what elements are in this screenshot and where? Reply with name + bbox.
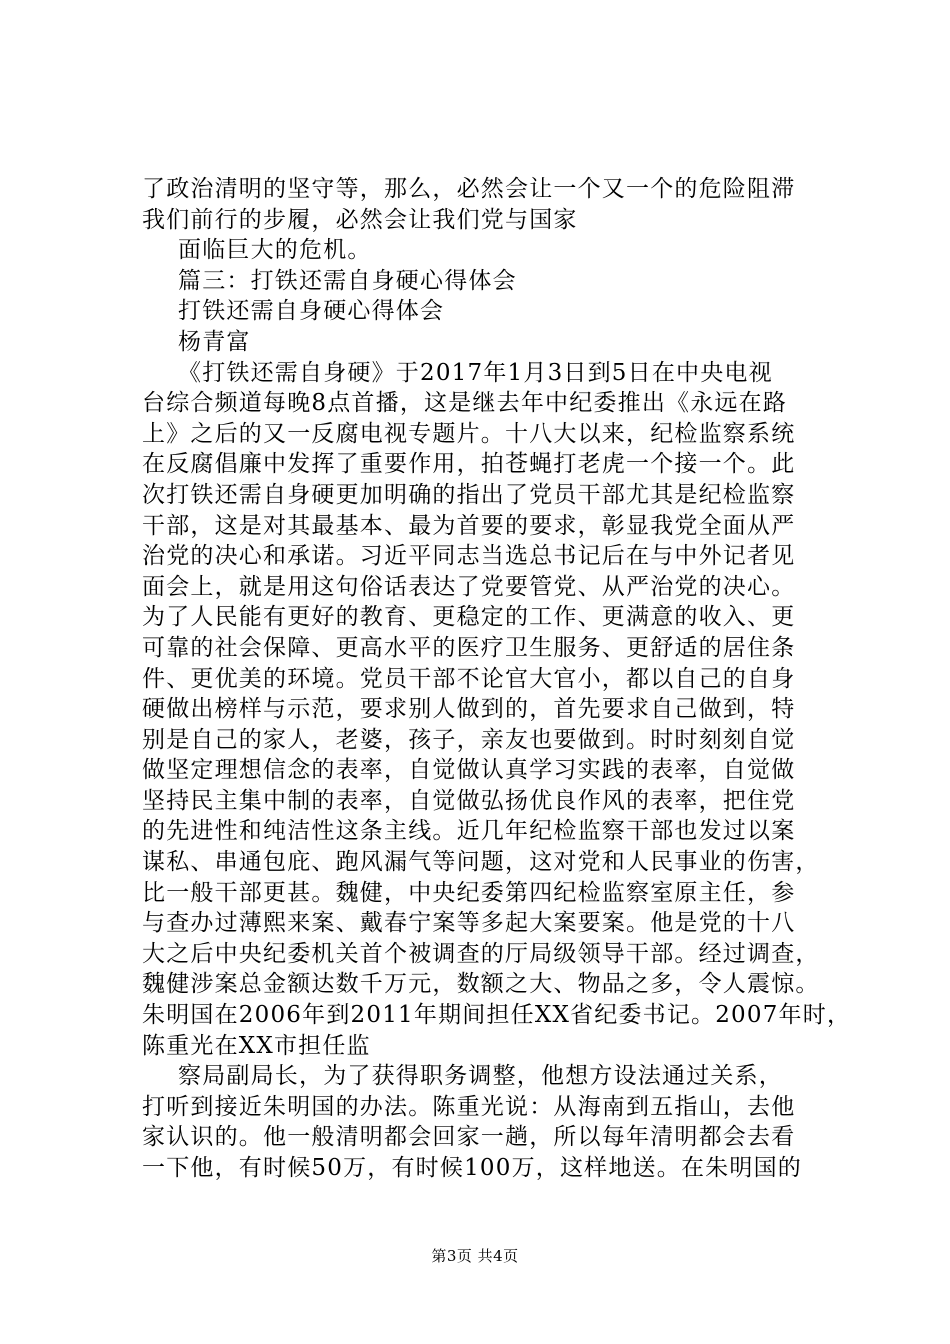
text-line: 了政治清明的坚守等，那么，必然会让一个又一个的危险阻滞 bbox=[142, 176, 796, 202]
text-line: 治党的决心和承诺。习近平同志当选总书记后在与中外记者见 bbox=[142, 543, 796, 570]
section-heading: 篇三：打铁还需自身硬心得体会 bbox=[178, 267, 517, 294]
text-line: 打听到接近朱明国的办法。陈重光说：从海南到五指山，去他 bbox=[142, 1093, 796, 1120]
article-title: 打铁还需自身硬心得体会 bbox=[178, 298, 445, 325]
text-line: 为了人民能有更好的教育、更稳定的工作、更满意的收入、更 bbox=[142, 604, 796, 631]
text-line: 大之后中央纪委机关首个被调查的厅局级领导干部。经过调查， bbox=[142, 940, 820, 967]
text-line: 干部，这是对其最基本、最为首要的要求，彰显我党全面从严 bbox=[142, 512, 796, 539]
text-line: 台综合频道每晚8点首播，这是继去年中纪委推出《永远在路 bbox=[142, 390, 788, 417]
text-line: 别是自己的家人，老婆，孩子，亲友也要做到。时时刻刻自觉 bbox=[142, 726, 796, 753]
text-line: 件、更优美的环境。党员干部不论官大官小，都以自己的自身 bbox=[142, 665, 796, 692]
text-line: 坚持民主集中制的表率，自觉做弘扬优良作风的表率，把住党 bbox=[142, 787, 796, 814]
text-line: 陈重光在XX市担任监 bbox=[142, 1032, 371, 1059]
page-number-footer: 第3页 共4页 bbox=[431, 1247, 519, 1265]
document-body bbox=[142, 174, 852, 1184]
text-line: 次打铁还需自身硬更加明确的指出了党员干部尤其是纪检监察 bbox=[142, 481, 796, 508]
text-line: 家认识的。他一般清明都会回家一趟，所以每年清明都会去看 bbox=[142, 1124, 796, 1151]
text-line: 比一般干部更甚。魏健，中央纪委第四纪检监察室原主任，参 bbox=[142, 879, 796, 906]
text-line: 的先进性和纯洁性这条主线。近几年纪检监察干部也发过以案 bbox=[142, 818, 796, 845]
text-line: 硬做出榜样与示范，要求别人做到的，首先要求自己做到，特 bbox=[142, 696, 796, 723]
author-name: 杨青富 bbox=[178, 328, 251, 355]
text-line: 朱明国在2006年到2011年期间担任XX省纪委书记。2007年时， bbox=[142, 1002, 852, 1029]
text-line: 与查办过薄熙来案、戴春宁案等多起大案要案。他是党的十八 bbox=[142, 910, 796, 937]
text-line: 察局副局长，为了获得职务调整，他想方设法通过关系， bbox=[178, 1063, 783, 1090]
text-line: 魏健涉案总金额达数千万元，数额之大、物品之多，令人震惊。 bbox=[142, 971, 820, 998]
text-line: 做坚定理想信念的表率，自觉做认真学习实践的表率，自觉做 bbox=[142, 757, 796, 784]
text-line: 一下他，有时候50万，有时候100万，这样地送。在朱明国的 bbox=[142, 1155, 802, 1181]
text-line: 我们前行的步履，必然会让我们党与国家 bbox=[142, 206, 578, 233]
text-line: 面临巨大的危机。 bbox=[178, 237, 372, 264]
text-line: 在反腐倡廉中发挥了重要作用，拍苍蝇打老虎一个接一个。此 bbox=[142, 451, 796, 478]
text-line: 谋私、串通包庇、跑风漏气等问题，这对党和人民事业的伤害， bbox=[142, 849, 820, 876]
text-line: 可靠的社会保障、更高水平的医疗卫生服务、更舒适的居住条 bbox=[142, 634, 796, 661]
text-line: 上》之后的又一反腐电视专题片。十八大以来，纪检监察系统 bbox=[142, 420, 796, 447]
text-line: 《打铁还需自身硬》于2017年1月3日到5日在中央电视 bbox=[178, 359, 773, 386]
text-line: 面会上，就是用这句俗话表达了党要管党、从严治党的决心。 bbox=[142, 573, 796, 600]
